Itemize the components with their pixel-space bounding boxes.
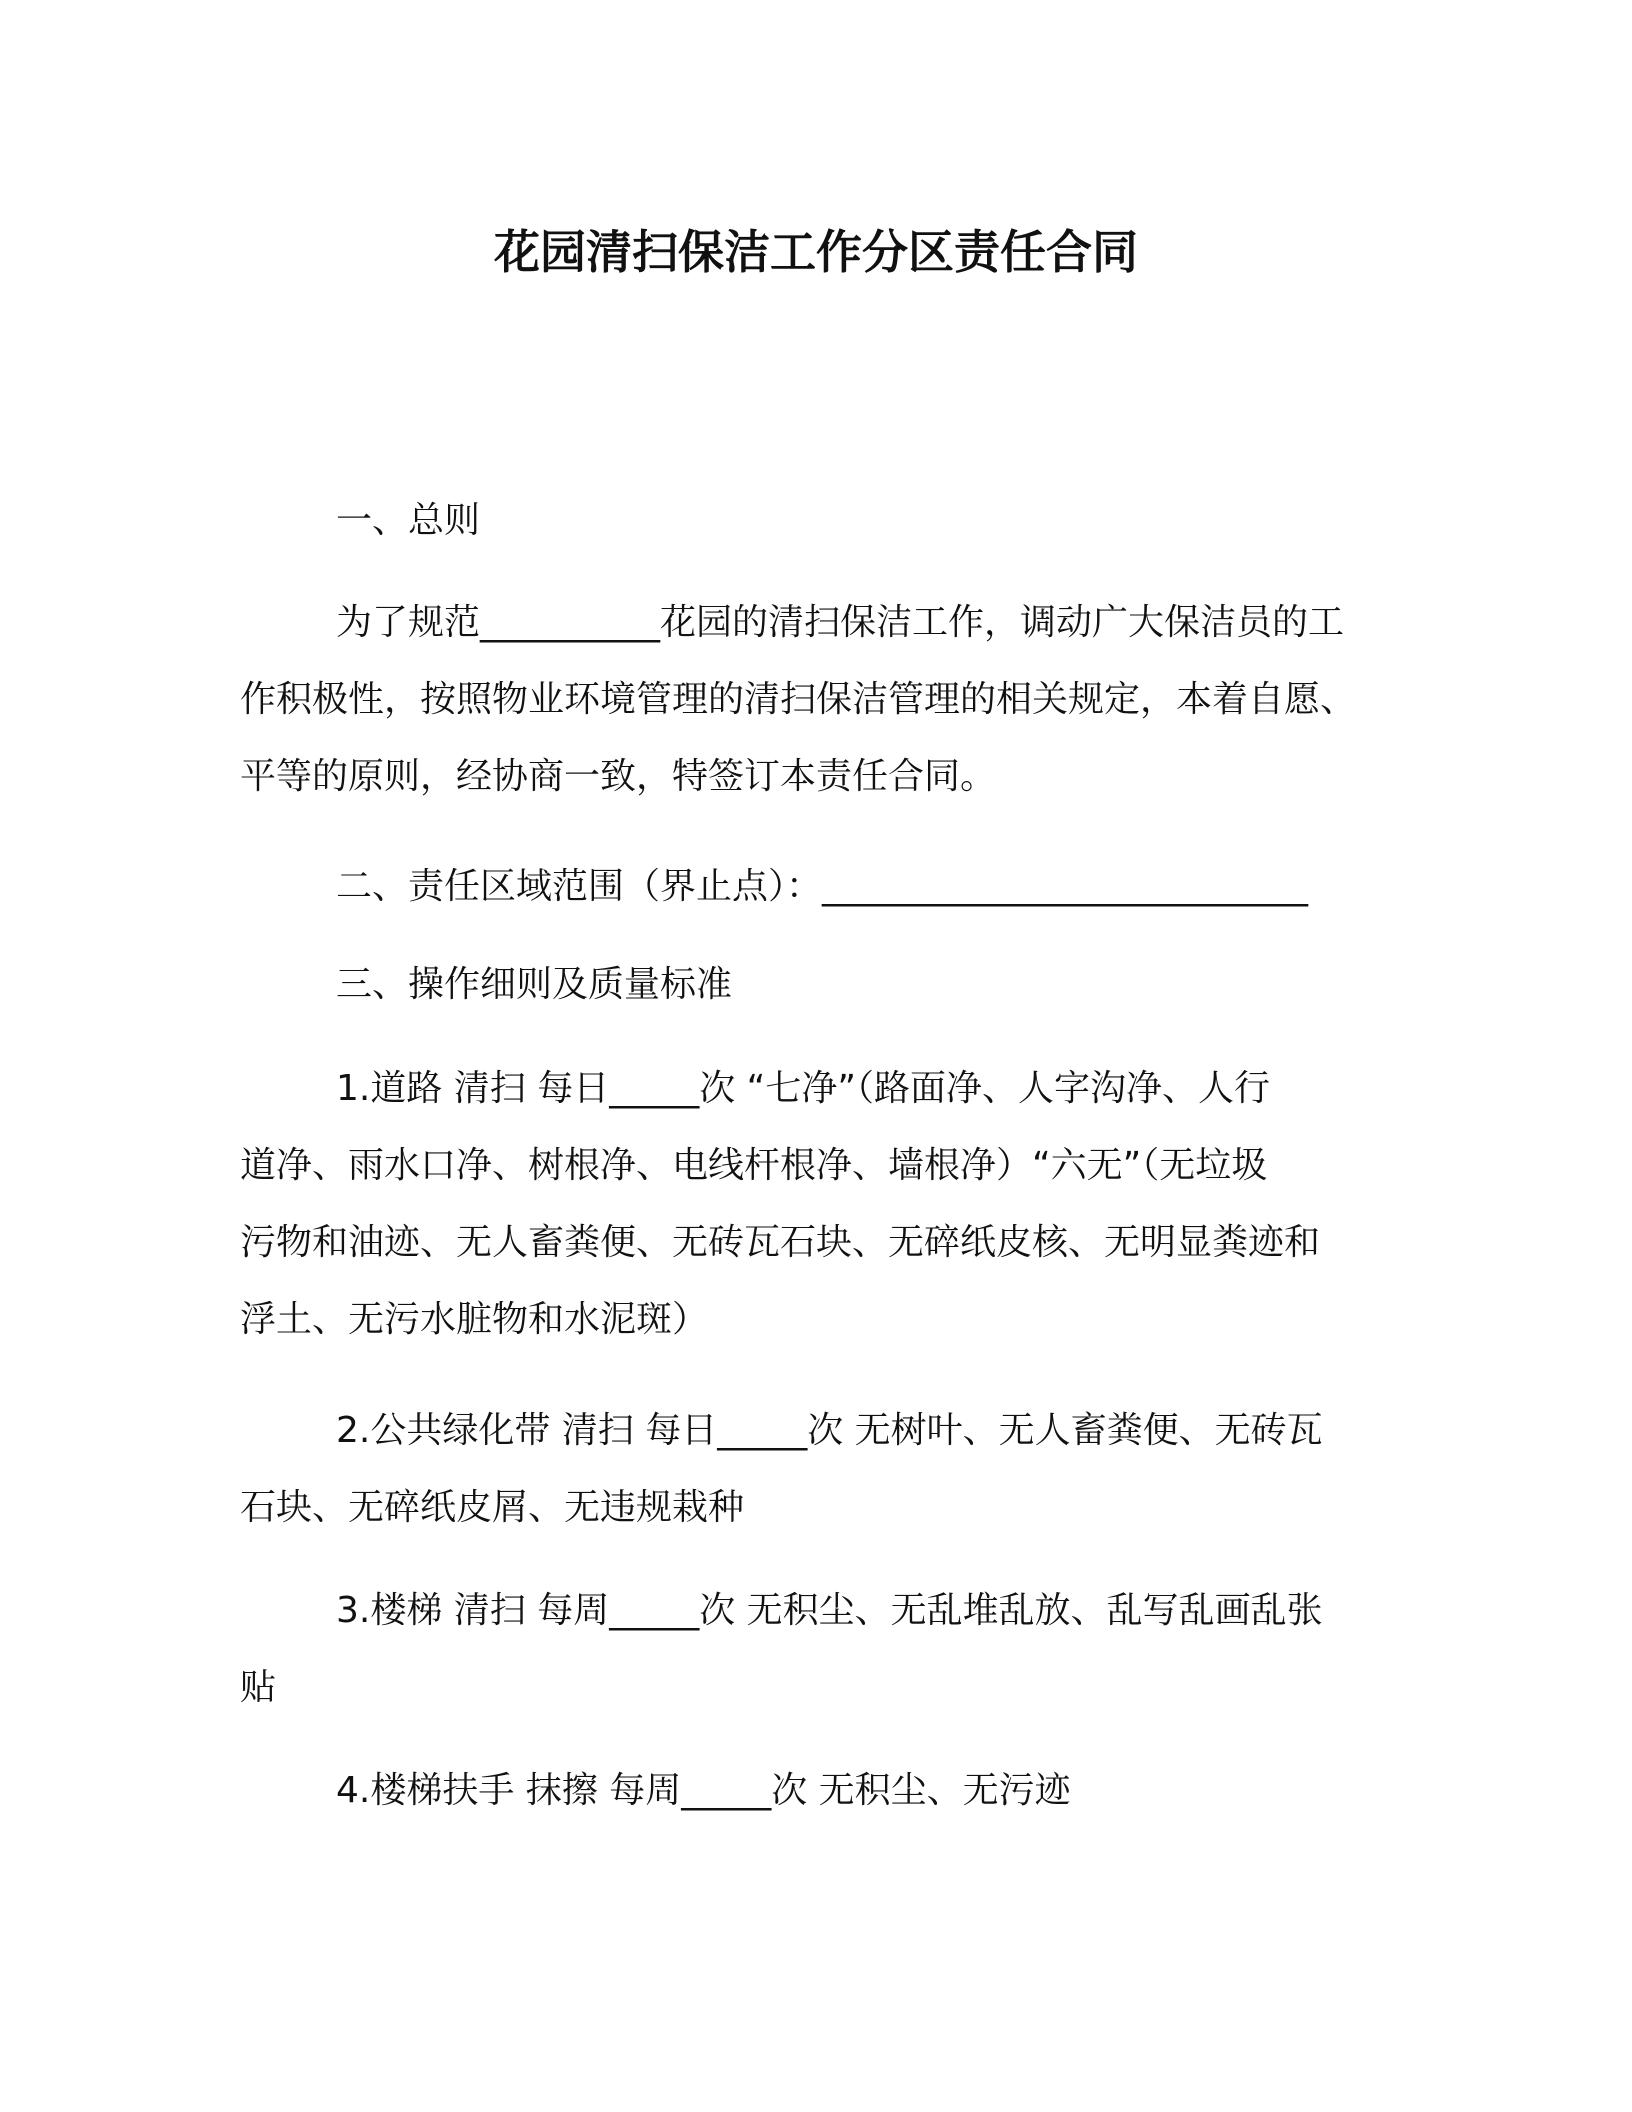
paragraph-line: 作积极性，按照物业环境管理的清扫保洁管理的相关规定，本着自愿、 bbox=[240, 679, 1357, 720]
list-item-green-belt bbox=[240, 1392, 1380, 1546]
paragraph-line: 污物和油迹、无人畜粪便、无砖瓦石块、无碎纸皮核、无明显粪迹和 bbox=[240, 1222, 1321, 1263]
paragraph-line: 道净、雨水口净、树根净、电线杆根净、墙根净）“六无”（无垃圾 bbox=[240, 1145, 1268, 1186]
paragraph-line: 1.道路 清扫 每日_____次 “七净”（路面净、人字沟净、人行 bbox=[336, 1068, 1270, 1109]
section-heading-scope: 二、责任区域范围（界止点）：___________________________ bbox=[336, 866, 1309, 907]
paragraph-line: 平等的原则，经协商一致，特签订本责任合同。 bbox=[240, 756, 997, 797]
paragraph-purpose bbox=[240, 584, 1380, 815]
list-item-handrail bbox=[240, 1752, 1380, 1829]
paragraph-line: 石块、无碎纸皮屑、无违规栽种 bbox=[240, 1487, 745, 1528]
section-heading-general: 一、总则 bbox=[336, 500, 481, 541]
list-item-stairs bbox=[240, 1572, 1380, 1726]
paragraph-line: 2.公共绿化带 清扫 每日_____次 无树叶、无人畜粪便、无砖瓦 bbox=[336, 1410, 1323, 1451]
paragraph-line: 为了规范__________花园的清扫保洁工作，调动广大保洁员的工 bbox=[336, 602, 1345, 643]
paragraph-line: 贴 bbox=[240, 1667, 277, 1708]
list-item-road-cleaning bbox=[240, 1050, 1380, 1358]
paragraph-line: 3.楼梯 清扫 每周_____次 无积尘、无乱堆乱放、乱写乱画乱张 bbox=[336, 1590, 1323, 1631]
paragraph-line: 4.楼梯扶手 抹擦 每周_____次 无积尘、无污迹 bbox=[336, 1770, 1071, 1811]
document-title: 花园清扫保洁工作分区责任合同 bbox=[494, 225, 1138, 279]
section-heading-standards: 三、操作细则及质量标准 bbox=[336, 964, 733, 1005]
paragraph-line: 浮土、无污水脏物和水泥斑） bbox=[240, 1299, 709, 1340]
